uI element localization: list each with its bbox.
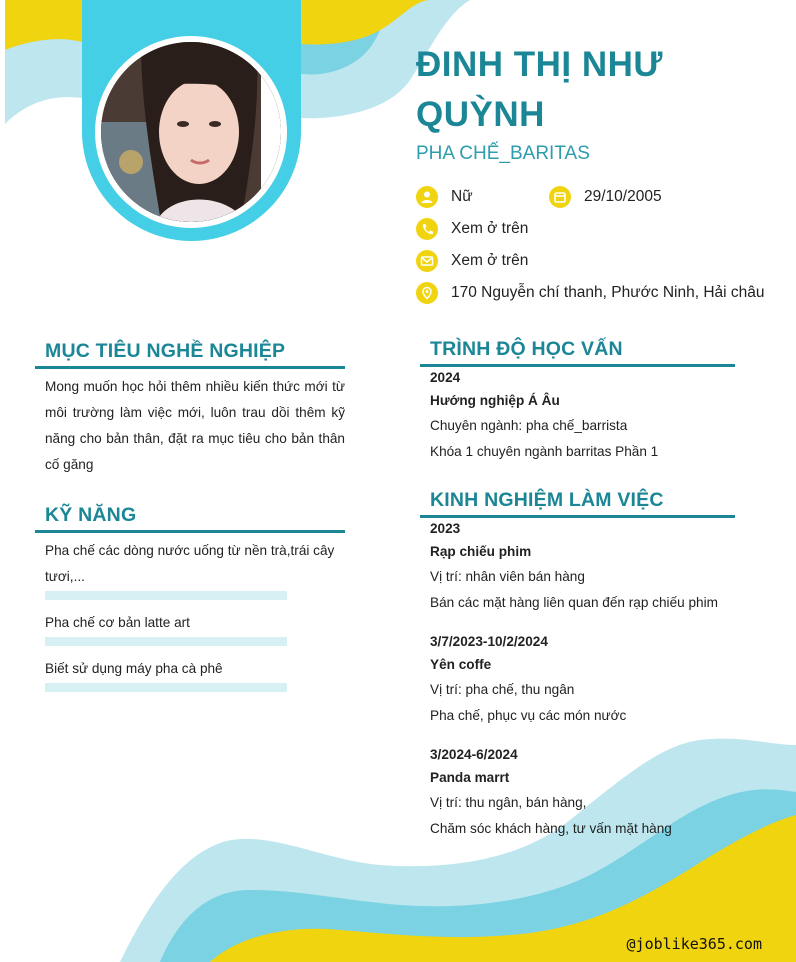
objective-title: MỤC TIÊU NGHỀ NGHIỆP xyxy=(45,340,286,362)
job-title: PHA CHẾ_BARITAS xyxy=(416,143,590,164)
experience-line: Pha chế, phục vụ các món nước xyxy=(430,708,627,723)
education-org: Hướng nghiệp Á Âu xyxy=(430,393,560,408)
experience-line: Chăm sóc khách hàng, tư vấn mặt hàng xyxy=(430,821,672,836)
experience-line: Vị trí: pha chế, thu ngân xyxy=(430,682,575,697)
avatar xyxy=(95,36,287,228)
experience-line: Bán các mặt hàng liên quan đến rạp chiếu phim xyxy=(430,595,718,610)
skills-title: KỸ NĂNG xyxy=(45,504,137,526)
objective-text: Mong muốn học hỏi thêm nhiều kiến thức mới từ môi trường làm việc mới, luôn trau dồi thêm kỹ năng cho bản thân, đặt ra mục tiêu cho bản thân cố găng xyxy=(45,379,345,472)
education-line: Chuyên ngành: pha chế_barrista xyxy=(430,418,628,433)
gender-row xyxy=(416,186,473,208)
skill-item: Biết sử dụng máy pha cà phê xyxy=(45,661,223,676)
gender-value: Nữ xyxy=(451,188,473,205)
experience-line: Vị trí: thu ngân, bán hàng, xyxy=(430,795,587,810)
mail-icon xyxy=(416,250,438,272)
skill-bar xyxy=(45,591,287,600)
calendar-icon xyxy=(549,186,571,208)
experience-org: Rạp chiếu phim xyxy=(430,544,532,559)
education-title: TRÌNH ĐỘ HỌC VẤN xyxy=(430,338,623,360)
experience-period: 2023 xyxy=(430,521,461,536)
birthdate-row xyxy=(549,186,662,208)
experience-period: 3/2024-6/2024 xyxy=(430,747,518,762)
phone-value: Xem ở trên xyxy=(451,220,529,237)
phone-row xyxy=(416,218,528,240)
watermark-text: @joblike365.com xyxy=(626,935,762,953)
experience-line: Vị trí: nhân viên bán hàng xyxy=(430,569,585,584)
experience-org: Panda marrt xyxy=(430,770,510,785)
skill-item: Pha chế các dòng nước uống từ nền trà,trái cây tươi,... xyxy=(45,543,335,584)
portrait-image xyxy=(101,42,281,222)
person-icon xyxy=(416,186,438,208)
email-row xyxy=(416,250,528,272)
skills-divider xyxy=(35,530,345,533)
skill-item: Pha chế cơ bản latte art xyxy=(45,615,190,630)
email-value: Xem ở trên xyxy=(451,252,529,269)
objective-divider xyxy=(35,366,345,369)
education-divider xyxy=(420,364,735,367)
skill-bar xyxy=(45,683,287,692)
experience-divider xyxy=(420,515,735,518)
address-row xyxy=(416,282,765,304)
education-period: 2024 xyxy=(430,370,461,385)
location-icon xyxy=(416,282,438,304)
address-value: 170 Nguyễn chí thanh, Phước Ninh, Hải châu xyxy=(451,284,765,301)
education-line: Khóa 1 chuyên ngành barritas Phần 1 xyxy=(430,444,659,459)
experience-period: 3/7/2023-10/2/2024 xyxy=(430,634,548,649)
phone-icon xyxy=(416,218,438,240)
candidate-name: ĐINH THỊ NHƯ QUỲNH xyxy=(416,45,663,134)
skill-bar xyxy=(45,637,287,646)
experience-org: Yên coffe xyxy=(430,657,492,672)
birthdate-value: 29/10/2005 xyxy=(584,188,662,205)
experience-title: KINH NGHIỆM LÀM VIỆC xyxy=(430,489,664,511)
